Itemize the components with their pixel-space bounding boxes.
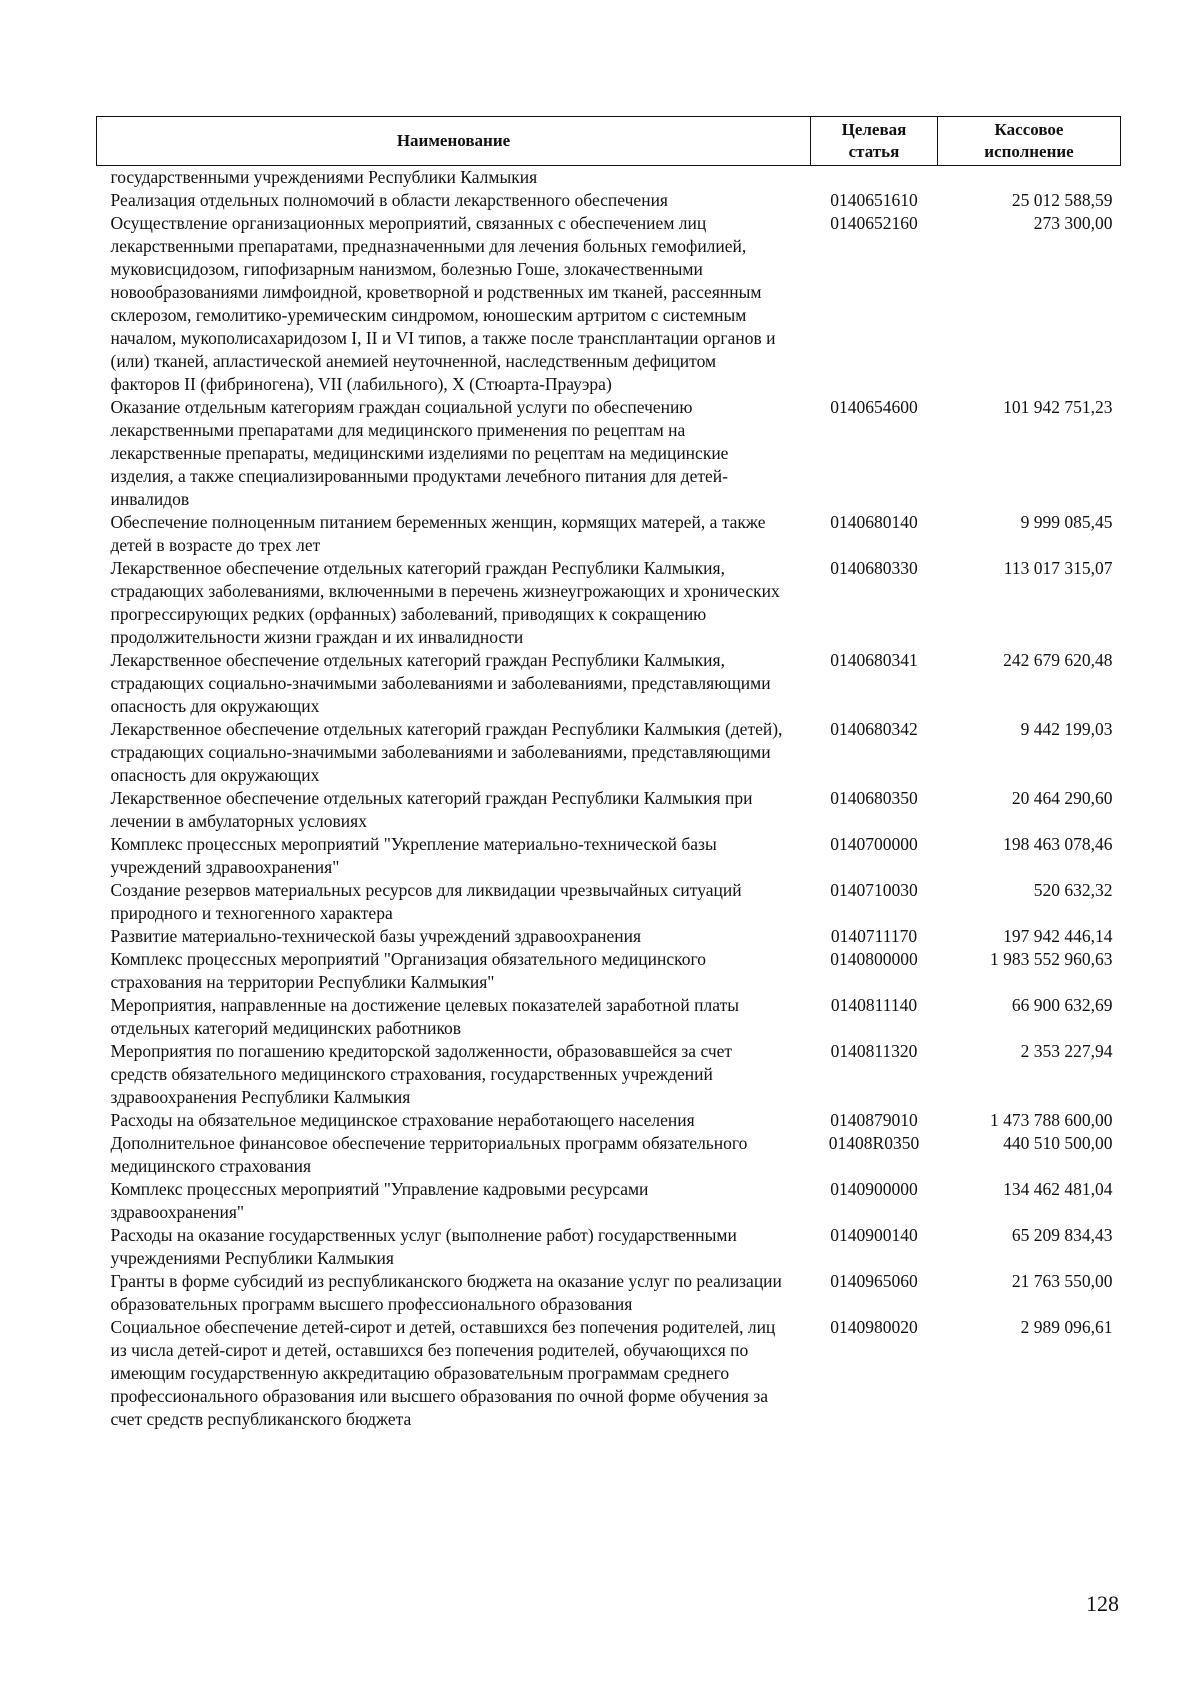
column-header-amount-line1: Кассовое — [994, 120, 1064, 139]
row-name-cell: Создание резервов материальных ресурсов для ликвидации чрезвычайных ситуаций природного и техногенного характера — [110, 880, 742, 923]
row-code-cell: 0140800000 — [830, 949, 918, 969]
row-amount-cell: 440 510 500,00 — [1003, 1133, 1113, 1153]
row-code-cell: 0140811320 — [830, 1041, 918, 1061]
budget-execution-table — [96, 116, 1121, 1431]
row-name-cell: Комплекс процессных мероприятий "Управление кадровыми ресурсами здравоохранения" — [110, 1179, 649, 1222]
row-amount-cell: 66 900 632,69 — [1011, 995, 1113, 1015]
table-row — [97, 948, 1121, 994]
row-name-cell: Социальное обеспечение детей-сирот и детей, оставшихся без попечения родителей, лиц из числа детей-сирот и детей, оставшихся без попечения родителей, обучающихся по имеющим государственную аккредитацию образовательным программам среднего профессионального образования или высшего образования по очной форме обучения за счет средств республиканского бюджета — [110, 1317, 776, 1429]
row-code-cell: 0140654600 — [830, 397, 918, 417]
column-header-code-line2: статья — [848, 142, 900, 161]
row-amount-cell: 2 989 096,61 — [1020, 1317, 1113, 1337]
row-code-cell: 0140680341 — [830, 650, 918, 670]
row-amount-cell: 134 462 481,04 — [1003, 1179, 1113, 1199]
row-code-cell: 0140980020 — [830, 1317, 918, 1337]
row-name-cell: Лекарственное обеспечение отдельных категорий граждан Республики Калмыкия, страдающих социально-значимыми заболеваниями и заболеваниями, представляющими опасность для окружающих — [110, 650, 771, 716]
table-row — [97, 1224, 1121, 1270]
row-amount-cell: 21 763 550,00 — [1011, 1271, 1113, 1291]
table-row — [97, 1178, 1121, 1224]
row-amount-cell: 25 012 588,59 — [1011, 190, 1113, 210]
table-header-row — [97, 117, 1121, 166]
row-amount-cell: 9 999 085,45 — [1020, 512, 1113, 532]
table-row — [97, 557, 1121, 649]
row-amount-cell: 242 679 620,48 — [1003, 650, 1113, 670]
row-amount-cell — [938, 166, 1121, 190]
row-amount-cell: 198 463 078,46 — [1003, 834, 1113, 854]
row-code-cell: 0140965060 — [830, 1271, 918, 1291]
row-code-cell: 0140879010 — [830, 1110, 918, 1130]
row-amount-cell: 2 353 227,94 — [1020, 1041, 1113, 1061]
row-name-cell: Расходы на обязательное медицинское страхование неработающего населения — [110, 1110, 695, 1130]
row-name-cell: Комплекс процессных мероприятий "Укрепление материально-технической базы учреждений здравоохранения" — [110, 834, 717, 877]
row-code-cell: 0140711170 — [830, 926, 918, 946]
row-name-cell: Реализация отдельных полномочий в области лекарственного обеспечения — [110, 190, 668, 210]
table-row — [97, 787, 1121, 833]
row-name-cell: Расходы на оказание государственных услуг (выполнение работ) государственными учреждениями Республики Калмыкия — [110, 1225, 737, 1268]
row-name-cell: Комплекс процессных мероприятий "Организация обязательного медицинского страхования на территории Республики Калмыкия" — [110, 949, 706, 992]
row-name-cell: государственными учреждениями Республики Калмыкия — [110, 167, 538, 187]
row-code-cell: 0140700000 — [830, 834, 918, 854]
table-row — [97, 1316, 1121, 1431]
row-name-cell: Развитие материально-технической базы учреждений здравоохранения — [110, 926, 642, 946]
row-amount-cell: 273 300,00 — [1033, 213, 1113, 233]
table-row — [97, 833, 1121, 879]
table-body — [97, 166, 1121, 1432]
column-header-code-line1: Целевая — [841, 120, 907, 139]
row-amount-cell: 1 473 788 600,00 — [990, 1110, 1113, 1130]
row-amount-cell: 20 464 290,60 — [1011, 788, 1113, 808]
row-name-cell: Дополнительное финансовое обеспечение территориальных программ обязательного медицинского страхования — [110, 1133, 748, 1176]
row-amount-cell: 65 209 834,43 — [1011, 1225, 1113, 1245]
table-row — [97, 925, 1121, 948]
table-row — [97, 511, 1121, 557]
row-amount-cell: 197 942 446,14 — [1003, 926, 1113, 946]
row-name-cell: Осуществление организационных мероприятий, связанных с обеспечением лиц лекарственными препаратами, предназначенными для лечения больных гемофилией, муковисцидозом, гипофизарным нанизмом, болезнью Гоше, злокачественными новообразованиями лимфоидной, кроветворной и родственных им тканей, рассеянным склерозом, гемолитико-уремическим синдромом, юношеским артритом с системным началом, мукополисахаридозом I, II и VI типов, а также после трансплантации органов и (или) тканей, апластической анемией неуточненной, наследственным дефицитом факторов II (фибриногена), VII (лабильного), X (Стюарта-Прауэра) — [110, 213, 776, 394]
column-header-name-label: Наименование — [396, 131, 511, 150]
column-header-amount — [938, 117, 1121, 166]
row-name-cell: Лекарственное обеспечение отдельных категорий граждан Республики Калмыкия при лечении в амбулаторных условиях — [110, 788, 753, 831]
row-code-cell: 0140652160 — [830, 213, 918, 233]
row-name-cell: Лекарственное обеспечение отдельных категорий граждан Республики Калмыкия (детей), страдающих социально-значимыми заболеваниями и заболеваниями, представляющими опасность для окружающих — [110, 719, 783, 785]
column-header-name — [97, 117, 811, 166]
table-row — [97, 396, 1121, 511]
row-name-cell: Обеспечение полноценным питанием беременных женщин, кормящих матерей, а также детей в возрасте до трех лет — [110, 512, 766, 555]
table-row — [97, 189, 1121, 212]
table-row — [97, 1132, 1121, 1178]
table-row — [97, 1040, 1121, 1109]
page-number: 128 — [1086, 1591, 1119, 1616]
row-code-cell: 0140900000 — [830, 1179, 918, 1199]
row-name-cell: Мероприятия по погашению кредиторской задолженности, образовавшейся за счет средств обязательного медицинского страхования, государственных учреждений здравоохранения Республики Калмыкия — [110, 1041, 733, 1107]
row-code-cell: 01408R0350 — [828, 1133, 920, 1153]
row-code-cell: 0140900140 — [830, 1225, 918, 1245]
column-header-amount-line2: исполнение — [984, 142, 1074, 161]
row-code-cell: 0140680140 — [830, 512, 918, 532]
row-code-cell: 0140651610 — [830, 190, 918, 210]
row-amount-cell: 1 983 552 960,63 — [990, 949, 1113, 969]
table-row — [97, 1109, 1121, 1132]
table-row — [97, 1270, 1121, 1316]
row-code-cell: 0140710030 — [830, 880, 918, 900]
row-amount-cell: 101 942 751,23 — [1003, 397, 1113, 417]
row-code-cell: 0140811140 — [830, 995, 918, 1015]
row-amount-cell: 113 017 315,07 — [1003, 558, 1113, 578]
column-header-code — [811, 117, 938, 166]
row-name-cell: Гранты в форме субсидий из республиканского бюджета на оказание услуг по реализации образовательных программ высшего профессионального образования — [110, 1271, 782, 1314]
table-row — [97, 166, 1121, 190]
table-row — [97, 212, 1121, 396]
table-row — [97, 649, 1121, 718]
row-code-cell: 0140680330 — [830, 558, 918, 578]
row-code-cell: 0140680342 — [830, 719, 918, 739]
table-row — [97, 879, 1121, 925]
row-amount-cell: 9 442 199,03 — [1020, 719, 1113, 739]
row-code-cell: 0140680350 — [830, 788, 918, 808]
table-row — [97, 994, 1121, 1040]
row-name-cell: Мероприятия, направленные на достижение целевых показателей заработной платы отдельных категорий медицинских работников — [110, 995, 739, 1038]
row-amount-cell: 520 632,32 — [1033, 880, 1113, 900]
row-name-cell: Лекарственное обеспечение отдельных категорий граждан Республики Калмыкия, страдающих заболеваниями, включенными в перечень жизнеугрожающих и хронических прогрессирующих редких (орфанных) заболеваний, приводящих к сокращению продолжительности жизни граждан и их инвалидности — [110, 558, 780, 647]
row-code-cell — [811, 166, 938, 190]
table-row — [97, 718, 1121, 787]
row-name-cell: Оказание отдельным категориям граждан социальной услуги по обеспечению лекарственными препаратами для медицинского применения по рецептам на лекарственные препараты, медицинскими изделиями по рецептам на медицинские изделия, а также специализированными продуктами лечебного питания для детей-инвалидов — [110, 397, 729, 509]
